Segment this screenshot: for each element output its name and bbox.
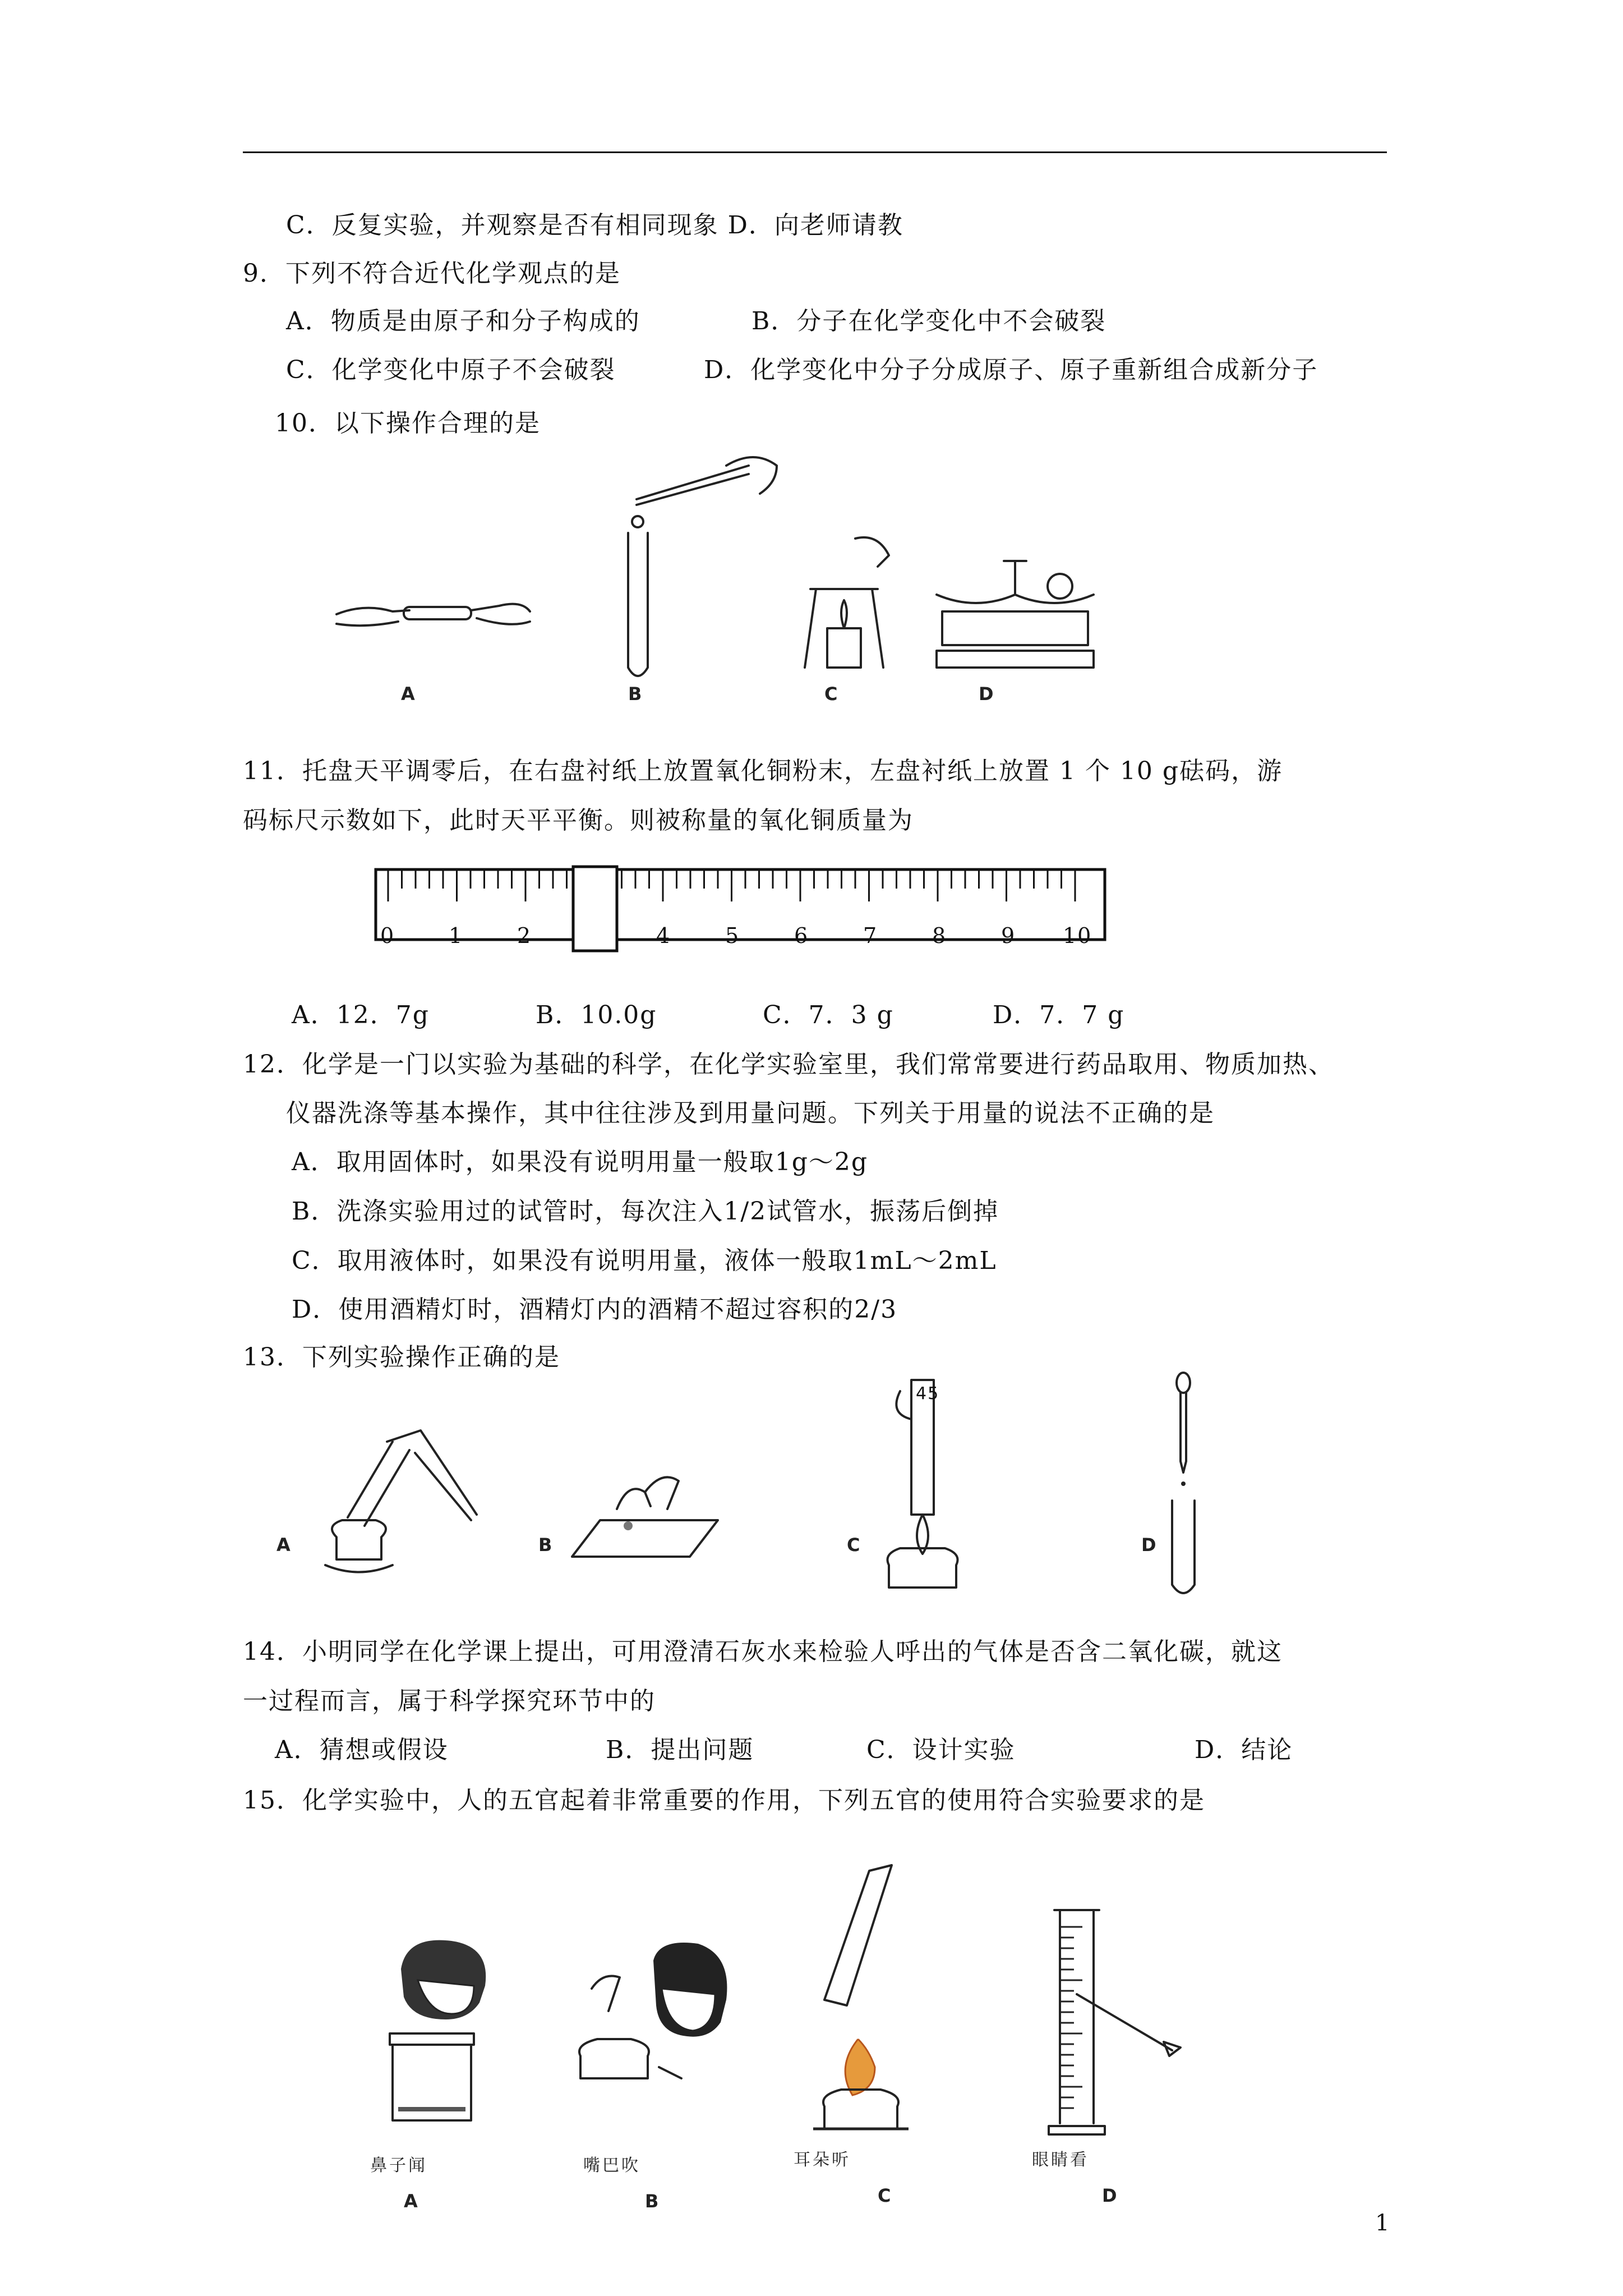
q15-label-b: B (645, 2191, 659, 2212)
q12-option-a: A．取用固体时，如果没有说明用量一般取1g～2g (292, 1148, 869, 1176)
scale-num: 7 (863, 923, 878, 948)
q14-stem-line2: 一过程而言，属于科学探究环节中的 (243, 1687, 656, 1715)
q12-stem-line2: 仪器洗涤等基本操作，其中往往涉及到用量问题。下列关于用量的说法不正确的是 (286, 1099, 1215, 1128)
q10-stem: 10．以下操作合理的是 (275, 409, 541, 438)
q11-option-b: B．10.0g (536, 1001, 657, 1029)
q14-option-b: B．提出问题 (606, 1736, 754, 1764)
q12-stem-line1: 12．化学是一门以实验为基础的科学，在化学实验室里，我们常常要进行药品取用、物质加热、 (243, 1050, 1334, 1079)
q13-label-a: A (276, 1534, 291, 1556)
q12-option-b: B．洗涤实验用过的试管时，每次注入1/2试管水，振荡后倒掉 (292, 1197, 999, 1226)
q14-option-a: A．猜想或假设 (275, 1736, 449, 1764)
q15-label-a: A (404, 2191, 418, 2212)
q13-label-c: C (847, 1534, 860, 1556)
q8-options-cd: C．反复实验，并观察是否有相同现象 D．向老师请教 (286, 211, 903, 240)
q15-caption-d: 眼睛看 (1032, 2150, 1089, 2170)
scale-num: 2 (517, 923, 532, 948)
header-rule (243, 151, 1387, 153)
q11-option-c: C．7．3 g (763, 1001, 894, 1029)
q9-option-a: A．物质是由原子和分子构成的 (286, 307, 640, 335)
q9-option-b: B．分子在化学变化中不会破裂 (751, 307, 1106, 335)
q12-option-c: C．取用液体时，如果没有说明用量，液体一般取1mL～2mL (292, 1246, 997, 1275)
q15-figure-c (802, 1865, 937, 2134)
q12-option-d: D．使用酒精灯时，酒精灯内的酒精不超过容积的2/3 (292, 1295, 898, 1324)
q11-option-a: A．12．7g (292, 1001, 430, 1029)
q10-label-b: B (628, 683, 642, 705)
q14-option-d: D．结论 (1195, 1736, 1293, 1764)
q10-figure-c (794, 533, 895, 673)
q13-label-d: D (1141, 1534, 1156, 1556)
scale-num: 5 (725, 923, 740, 948)
q15-figure-b (569, 1938, 737, 2118)
q15-stem: 15．化学实验中，人的五官起着非常重要的作用，下列五官的使用符合实验要求的是 (243, 1786, 1205, 1815)
scale-num: 0 (380, 923, 395, 948)
q10-label-d: D (979, 683, 994, 705)
page-number: 1 (1375, 2210, 1390, 2236)
q15-caption-a: 鼻子闻 (370, 2156, 427, 2175)
q15-caption-b: 嘴巴吹 (583, 2156, 640, 2175)
q9-option-c: C．化学变化中原子不会破裂 (286, 356, 616, 384)
q14-option-c: C．设计实验 (866, 1736, 1016, 1764)
q9-option-d: D．化学变化中分子分成原子、原子重新组合成新分子 (704, 356, 1318, 384)
scale-num: 9 (1001, 923, 1016, 948)
q11-stem-line2: 码标尺示数如下，此时天平平衡。则被称量的氧化铜质量为 (243, 806, 914, 835)
q11-option-d: D．7．7 g (993, 1001, 1125, 1029)
q13-tube-mark: 45 (916, 1384, 940, 1404)
q15-label-c: C (878, 2185, 891, 2206)
q10-figure-d (931, 555, 1099, 673)
scale-num: 10 (1063, 923, 1092, 948)
q10-figure-a (331, 583, 533, 639)
q11-rider-scale (376, 867, 1110, 951)
q14-stem-line1: 14．小明同学在化学课上提出，可用澄清石灰水来检验人呼出的气体是否含二氧化碳，就这 (243, 1637, 1283, 1666)
q13-stem: 13．下列实验操作正确的是 (243, 1343, 560, 1372)
q13-figure-d (1158, 1372, 1209, 1596)
q10-figure-b (614, 449, 782, 684)
q10-label-a: A (401, 683, 415, 705)
q15-caption-c: 耳朵听 (794, 2150, 851, 2170)
scale-num: 6 (794, 923, 809, 948)
scale-num: 4 (656, 923, 671, 948)
q10-label-c: C (824, 683, 838, 705)
scale-num: 1 (449, 923, 464, 948)
q15-figure-d (1043, 1904, 1183, 2157)
q9-stem: 9．下列不符合近代化学观点的是 (243, 259, 621, 288)
q15-figure-a (379, 1935, 502, 2132)
scale-num: 8 (932, 923, 947, 948)
q13-figure-b (550, 1458, 723, 1565)
q15-label-d: D (1102, 2185, 1117, 2206)
q11-stem-line1: 11．托盘天平调零后，在右盘衬纸上放置氧化铜粉末，左盘衬纸上放置 1 个 10 g砝码，游 (243, 757, 1283, 785)
q13-figure-a (303, 1419, 482, 1582)
q13-label-b: B (538, 1534, 552, 1556)
